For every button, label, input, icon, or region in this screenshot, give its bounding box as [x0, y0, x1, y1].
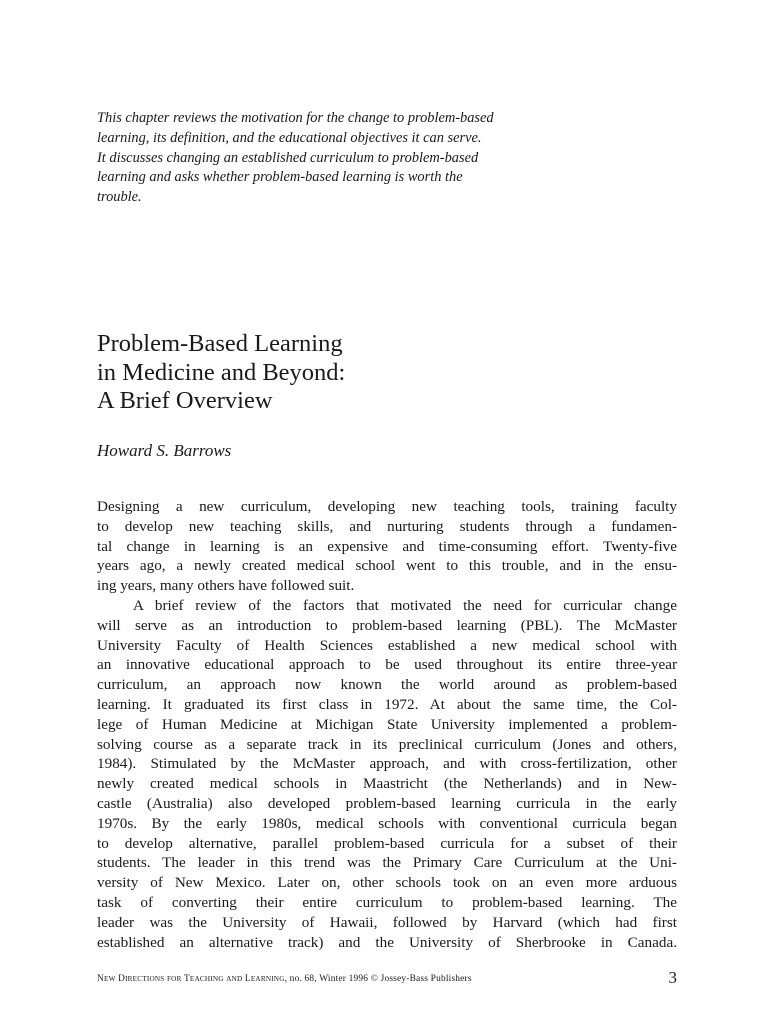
body-text — [97, 497, 677, 952]
body-line: task of converting their entire curriculum to problem-based learning. The — [97, 893, 677, 911]
abstract-line: It discusses changing an established curriculum to problem-based — [97, 149, 479, 166]
body-line: tal change in learning is an expensive and time-consuming effort. Twenty-five — [97, 537, 677, 555]
page-number: 3 — [668, 968, 677, 987]
paragraph — [97, 596, 677, 952]
body-line: 1970s. By the early 1980s, medical schools with conventional curricula began — [97, 814, 677, 832]
body-line: 1984). Stimulated by the McMaster approach, and with cross-fertilization, other — [97, 755, 677, 773]
journal-citation: NEW DIRECTIONS FOR TEACHING AND LEARNING, no. 68, Winter 1996 © Jossey-Bass Publishers — [97, 974, 472, 984]
body-line: versity of New Mexico. Later on, other schools took on an even more arduous — [97, 874, 677, 892]
body-line: to develop alternative, parallel problem-based curricula for a subset of their — [97, 834, 677, 852]
body-line: curriculum, an approach now known the world around as problem-based — [97, 676, 677, 694]
abstract-line: learning and asks whether problem-based learning is worth the — [97, 169, 463, 186]
author-name: Howard S. Barrows — [97, 441, 232, 460]
body-line: learning. It graduated its first class in 1972. At about the same time, the Col- — [97, 695, 677, 713]
chapter-abstract — [97, 109, 597, 208]
abstract-line: trouble. — [97, 189, 142, 206]
paragraph — [97, 497, 677, 596]
body-line: leader was the University of Hawaii, followed by Harvard (which had first — [97, 913, 677, 931]
body-line: solving course as a separate track in its preclinical curriculum (Jones and others, — [97, 735, 677, 753]
body-line: A brief review of the factors that motivated the need for curricular change — [133, 596, 677, 614]
body-line: will serve as an introduction to problem-based learning (PBL). The McMaster — [97, 616, 677, 634]
body-line: an innovative educational approach to be used throughout its entire three-year — [97, 656, 677, 674]
body-line: newly created medical schools in Maastricht (the Netherlands) and in New- — [97, 775, 677, 793]
body-line: lege of Human Medicine at Michigan State University implemented a problem- — [97, 715, 677, 733]
body-line: to develop new teaching skills, and nurturing students through a fundamen- — [97, 517, 677, 535]
body-line: University Faculty of Health Sciences established a new medical school with — [97, 636, 677, 654]
body-line: years ago, a newly created medical school went to this trouble, and in the ensu- — [97, 557, 677, 575]
title-line: Problem-Based Learning — [97, 330, 343, 357]
title-line: A Brief Overview — [97, 387, 273, 414]
abstract-line: learning, its definition, and the educational objectives it can serve. — [97, 129, 482, 146]
chapter-title — [97, 330, 345, 416]
body-line: students. The leader in this trend was the Primary Care Curriculum at the Uni- — [97, 854, 677, 872]
title-line: in Medicine and Beyond: — [97, 358, 346, 386]
body-line: established an alternative track) and the University of Sherbrooke in Canada. — [97, 933, 677, 951]
page-footer — [97, 968, 677, 990]
body-line: castle (Australia) also developed problem-based learning curricula in the early — [97, 794, 677, 812]
abstract-line: This chapter reviews the motivation for the change to problem-based — [97, 110, 494, 126]
body-line: Designing a new curriculum, developing new teaching tools, training faculty — [97, 498, 677, 515]
body-line: ing years, many others have followed suit. — [97, 577, 355, 595]
